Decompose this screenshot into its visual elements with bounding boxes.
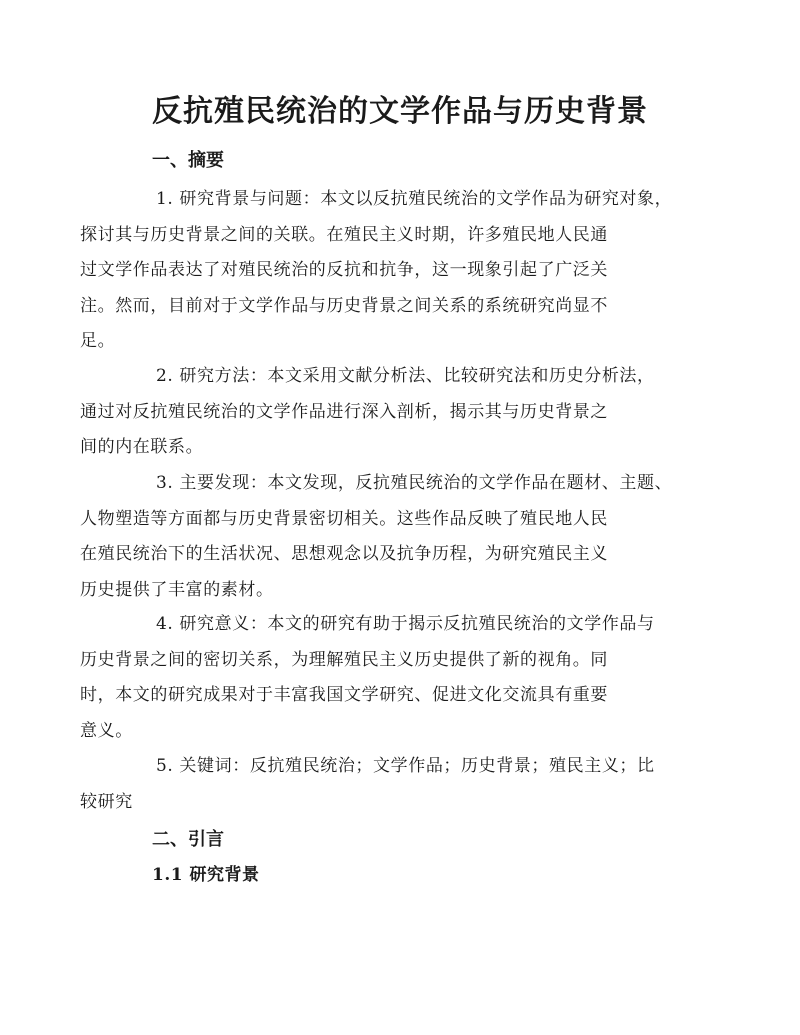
text-line: 1. 研究背景与问题：本文以反抗殖民统治的文学作品为研究对象，: [156, 189, 673, 209]
abstract-paragraph-4: [80, 607, 692, 749]
abstract-paragraph-5: [80, 749, 692, 820]
text-line: 较研究: [80, 791, 133, 812]
text-line: 时，本文的研究成果对于丰富我国文学研究、促进文化交流具有重要: [80, 685, 608, 705]
text-line: 探讨其与历史背景之间的关联。在殖民主义时期，许多殖民地人民通: [80, 224, 608, 245]
text-line: 间的内在联系。: [80, 437, 204, 457]
abstract-paragraph-2: [80, 359, 692, 466]
abstract-paragraph-3: [80, 466, 692, 608]
text-line: 3. 主要发现：本文发现，反抗殖民统治的文学作品在题材、主题、: [156, 473, 673, 493]
text-line: 人物塑造等方面都与历史背景密切相关。这些作品反映了殖民地人民: [80, 508, 608, 529]
text-line: 2. 研究方法：本文采用文献分析法、比较研究法和历史分析法，: [156, 366, 655, 386]
document-title: 反抗殖民统治的文学作品与历史背景: [152, 94, 648, 129]
section-heading-abstract: 一、摘要: [152, 150, 224, 171]
text-line: 历史背景之间的密切关系，为理解殖民主义历史提供了新的视角。同: [80, 649, 608, 670]
text-line: 足。: [80, 331, 116, 351]
text-line: 5. 关键词：反抗殖民统治；文学作品；历史背景；殖民主义；比: [156, 756, 655, 776]
subsection-heading-research-background: 1.1 研究背景: [152, 865, 260, 885]
text-line: 注。然而，目前对于文学作品与历史背景之间关系的系统研究尚显不: [80, 295, 608, 316]
section-heading-introduction: 二、引言: [152, 829, 224, 850]
text-line: 在殖民统治下的生活状况、思想观念以及抗争历程，为研究殖民主义: [80, 544, 608, 564]
text-line: 过文学作品表达了对殖民统治的反抗和抗争，这一现象引起了广泛关: [80, 260, 608, 280]
text-line: 通过对反抗殖民统治的文学作品进行深入剖析，揭示其与历史背景之: [80, 401, 608, 422]
abstract-paragraph-1: [80, 182, 692, 360]
text-line: 历史提供了丰富的素材。: [80, 579, 274, 600]
text-line: 意义。: [80, 720, 133, 741]
text-line: 4. 研究意义：本文的研究有助于揭示反抗殖民统治的文学作品与: [156, 614, 655, 634]
